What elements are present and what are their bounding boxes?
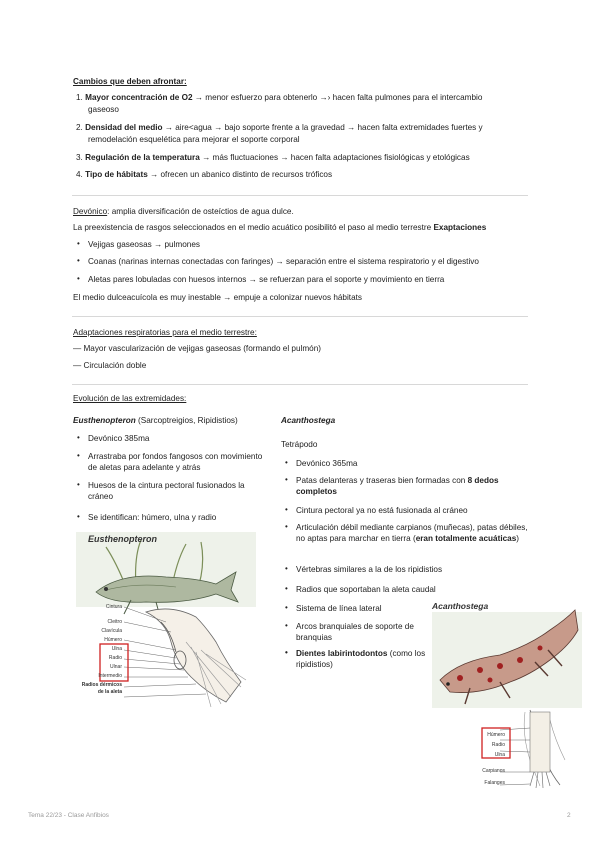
change-item-2 <box>76 122 483 133</box>
acanth-bullet: Radios que soportaban la aleta caudal <box>296 585 436 594</box>
figure-label: Ulna <box>494 752 505 758</box>
acanth-bullet: Sistema de línea lateral <box>296 604 382 613</box>
item-rest: → menor esfuerzo para obtenerlo →› hacen falta pulmones para el intercambio <box>192 93 483 102</box>
figure-labels <box>450 730 505 788</box>
figure-label: Radio <box>491 742 505 748</box>
item-bold: Tipo de hábitats <box>85 170 148 179</box>
divider <box>72 384 528 385</box>
figure-label: Clavícula <box>101 628 122 634</box>
bullet-text: Patas delanteras y traseras bien formadas con <box>296 476 468 485</box>
figure-title: Acanthostega <box>432 601 489 611</box>
devonico-line <box>73 206 294 217</box>
item-number: 4. <box>76 170 83 179</box>
figure-label: Intermedio <box>98 673 122 679</box>
devonico-text: : amplia diversificación de osteíctios de agua dulce. <box>107 207 294 216</box>
figure-label: Húmero <box>104 637 122 643</box>
eusth-bullet: Huesos de la cintura pectoral fusionados la cráneo <box>88 481 245 501</box>
change-item-2-cont: remodelación esquelética para mejorar el soporte corporal <box>88 135 300 144</box>
page-number: 2 <box>567 812 571 819</box>
item-number: 2. <box>76 123 83 132</box>
bullet-icon: • <box>77 512 80 521</box>
eusth-bullet: Devónico 385ma <box>88 434 150 443</box>
change-item-4 <box>76 169 332 180</box>
bullet-icon: • <box>77 256 80 265</box>
preadaptation-text: La preexistencia de rasgos seleccionados en el medio acuático posibilitó el paso al medio terrestre <box>73 223 434 232</box>
exaptation-bullet: Coanas (narinas internas conectadas con faringes) → separación entre el sistema respiratorio y el digestivo <box>88 257 479 266</box>
acanth-bullet: Cintura pectoral ya no está fusionada al cráneo <box>296 506 468 515</box>
bullet-icon: • <box>77 480 80 489</box>
bullet-icon: • <box>77 451 80 460</box>
bullet-icon: • <box>285 505 288 514</box>
figure-labels <box>76 603 122 697</box>
preadaptation-line <box>73 222 486 233</box>
bullet-bold: eran totalmente acuáticas <box>415 534 517 543</box>
respiratory-heading: Adaptaciones respiratorias para el medio terrestre: <box>73 328 257 337</box>
devonico-label: Devónico <box>73 207 108 216</box>
acanth-bullet: Arcos branquiales de soporte de branquias <box>296 622 414 642</box>
bullet-text: (como los ripidistios) <box>296 649 426 669</box>
eusthenopteron-title <box>73 415 238 426</box>
bullet-icon: • <box>77 433 80 442</box>
figure-label: Falanges <box>484 780 505 786</box>
closing-line: El medio dulceacuícola es muy inestable → empuje a colonizar nuevos hábitats <box>73 293 362 302</box>
eusthenopteron-figure <box>76 532 256 722</box>
item-number: 1. <box>76 93 83 102</box>
change-item-1-cont: gaseoso <box>88 105 119 114</box>
exaptation-bullet: Aletas pares lobuladas con huesos internos → se refuerzan para el soporte y movimiento en tierra <box>88 275 445 284</box>
bullet-bold: 8 dedos completos <box>296 476 499 496</box>
species-name: Eusthenopteron <box>73 416 136 425</box>
eusth-bullet: Se identifican: húmero, ulna y radio <box>88 513 217 522</box>
figure-label: Ulnar <box>110 664 122 670</box>
bullet-icon: • <box>285 522 288 531</box>
figure-label: Ulna <box>111 646 122 652</box>
bullet-bold: Dientes labirintodontos <box>296 649 388 658</box>
footer-title: Tema 22/23 - Clase Anfibios <box>28 812 109 819</box>
bullet-icon: • <box>77 274 80 283</box>
acanthostega-title: Acanthostega <box>281 416 336 425</box>
figure-label: Radios dérmicos <box>81 682 122 688</box>
acanth-bullet: Vértebras similares a la de los ripidistios <box>296 565 443 574</box>
figure-label: de la aleta <box>97 689 122 695</box>
bullet-icon: • <box>285 621 288 630</box>
acanth-bullet <box>296 522 531 544</box>
bullet-icon: • <box>77 239 80 248</box>
bullet-icon: • <box>285 584 288 593</box>
change-item-1 <box>76 92 482 103</box>
figure-label: Cleitro <box>107 619 122 625</box>
changes-heading: Cambios que deben afrontar: <box>73 77 187 86</box>
respiratory-line: — Mayor vascularización de vejigas gaseosas (formando el pulmón) <box>73 344 322 353</box>
figure-title: Eusthenopteron <box>88 534 157 544</box>
species-taxon: (Sarcoptreigios, Ripidistios) <box>135 416 238 425</box>
item-rest: → más fluctuaciones → hacen falta adaptaciones fisiológicas y etológicas <box>199 153 470 162</box>
figure-label: Húmero <box>487 732 505 738</box>
figure-label: Cintura <box>105 604 122 610</box>
bullet-text: Articulación débil mediante carpianos (muñecas), patas débiles, no aptas para marchar en tierra ( <box>296 523 528 543</box>
item-number: 3. <box>76 153 83 162</box>
bullet-icon: • <box>285 564 288 573</box>
acanth-bullet <box>296 475 531 497</box>
bullet-icon: • <box>285 475 288 484</box>
change-item-3 <box>76 152 470 163</box>
limbs-heading: Evolución de las extremidades: <box>73 394 187 403</box>
divider <box>72 195 528 196</box>
figure-label: Radio <box>108 655 122 661</box>
acanthostega-subtitle: Tetrápodo <box>281 440 318 449</box>
item-bold: Mayor concentración de O2 <box>85 93 193 102</box>
acanth-bullet: Devónico 365ma <box>296 459 358 468</box>
bullet-icon: • <box>285 603 288 612</box>
exaptaciones-label: Exaptaciones <box>433 223 487 232</box>
respiratory-line: — Circulación doble <box>73 361 147 370</box>
bullet-after: ) <box>516 534 519 543</box>
item-rest: → aire<agua → bajo soporte frente a la gravedad → hacen falta extremidades fuertes y <box>162 123 483 132</box>
eusth-bullet: Arrastraba por fondos fangosos con movimiento de aletas para adelante y atrás <box>88 452 263 472</box>
bullet-icon: • <box>285 648 288 657</box>
bullet-icon: • <box>285 458 288 467</box>
figure-label: Carpianos <box>482 768 505 774</box>
item-bold: Regulación de la temperatura <box>85 153 200 162</box>
acanthostega-figure <box>430 600 590 790</box>
exaptation-bullet: Vejigas gaseosas → pulmones <box>88 240 200 249</box>
acanth-bullet <box>296 648 426 670</box>
item-rest: → ofrecen un abanico distinto de recursos tróficos <box>147 170 333 179</box>
item-bold: Densidad del medio <box>85 123 163 132</box>
divider <box>72 316 528 317</box>
